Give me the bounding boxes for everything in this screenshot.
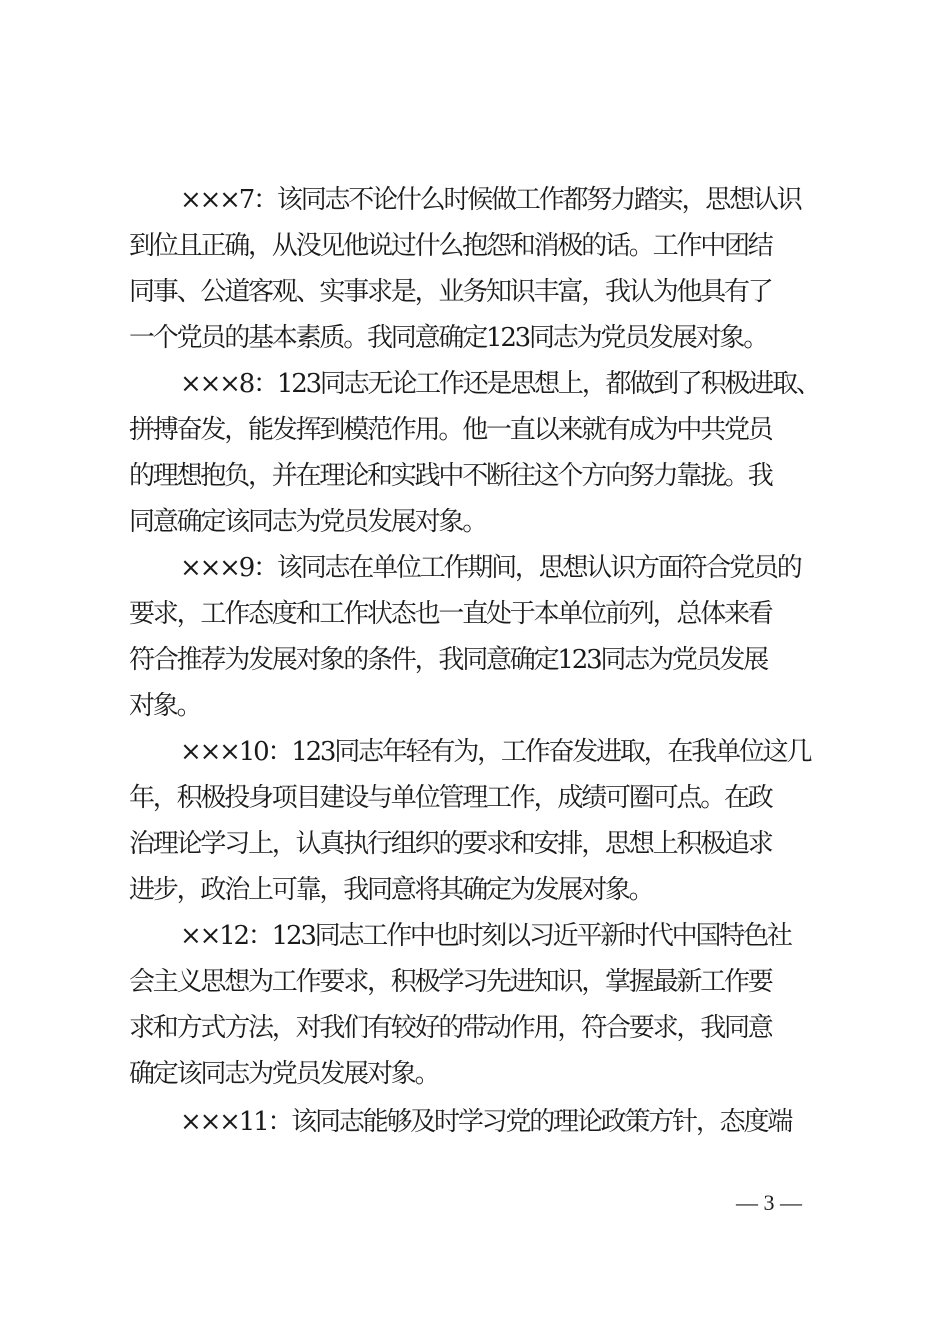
paragraph-2-line-4: 同意确定该同志为党员发展对象。 [129,507,487,537]
page-number: — 3 — [736,1190,802,1215]
paragraph-2-line-3: 的理想抱负，并在理论和实践中不断往这个方向努力靠拢。我 [129,461,772,491]
paragraph-5-line-3: 求和方式方法，对我们有较好的带动作用，符合要求，我同意 [129,1013,772,1043]
paragraph-5-line-4: 确定该同志为党员发展对象。 [129,1059,439,1089]
paragraph-4-line-3: 治理论学习上，认真执行组织的要求和安排，思想上积极追求 [129,829,772,859]
paragraph-1-line-2: 到位且正确，从没见他说过什么抱怨和消极的话。工作中团结 [129,231,772,261]
paragraph-4-line-4: 进步，政治上可靠，我同意将其确定为发展对象。 [129,875,653,905]
paragraph-1-line-1: ×××7：该同志不论什么时候做工作都努力踏实，思想认识 [180,185,801,215]
paragraph-6-line-1: ×××11：该同志能够及时学习党的理论政策方针，态度端 [180,1107,792,1137]
paragraph-3-line-3: 符合推荐为发展对象的条件，我同意确定123同志为党员发展 [129,645,768,675]
paragraph-3-line-1: ×××9：该同志在单位工作期间，思想认识方面符合党员的 [180,553,801,583]
paragraph-4-line-2: 年，积极投身项目建设与单位管理工作，成绩可圈可点。在政 [129,783,772,813]
paragraph-2-line-2: 拼搏奋发，能发挥到模范作用。他一直以来就有成为中共党员 [129,415,772,445]
paragraph-5-line-2: 会主义思想为工作要求，积极学习先进知识，掌握最新工作要 [129,967,772,997]
paragraph-1-line-3: 同事、公道客观、实事求是，业务知识丰富，我认为他具有了 [129,277,772,307]
paragraph-3-line-4: 对象。 [129,691,201,721]
paragraph-3-line-2: 要求，工作态度和工作状态也一直处于本单位前列，总体来看 [129,599,772,629]
paragraph-1-line-4: 一个党员的基本素质。我同意确定123同志为党员发展对象。 [129,323,768,353]
paragraph-4-line-1: ×××10：123同志年轻有为，工作奋发进取，在我单位这几 [180,737,811,767]
paragraph-5-line-1: ××12：123同志工作中也时刻以习近平新时代中国特色社 [180,921,791,951]
paragraph-2-line-1: ×××8：123同志无论工作还是思想上，都做到了积极进取、 [180,369,820,399]
